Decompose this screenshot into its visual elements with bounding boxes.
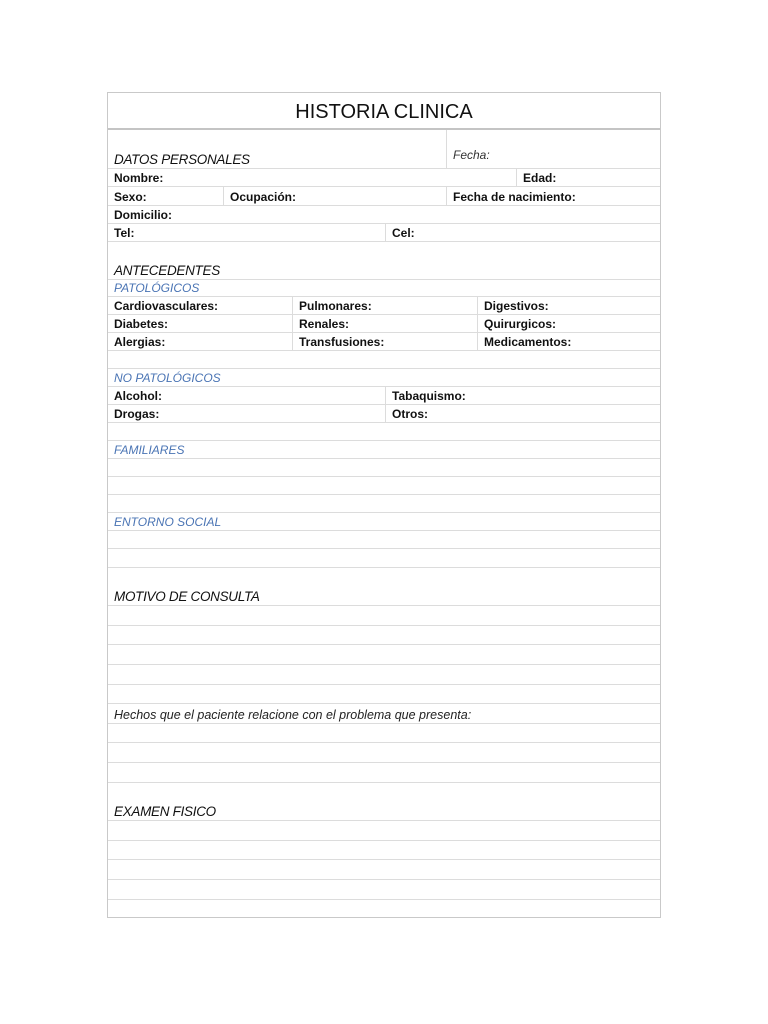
blank-row[interactable] [108,548,660,567]
examen-fisico-row [108,782,660,820]
blank-row[interactable] [108,644,660,664]
clinical-history-form [107,92,661,918]
hechos-cell[interactable] [108,704,662,723]
nombre-label: Nombre: [114,171,164,185]
tel-row [108,223,660,241]
ocupacion-field[interactable] [223,187,446,205]
antecedentes-row [108,241,660,279]
blank-row[interactable] [108,899,660,918]
alergias-field[interactable] [108,333,292,350]
fecha-label: Fecha: [453,148,490,162]
familiares-heading: FAMILIARES [114,443,185,457]
cardiovasculares-field[interactable] [108,297,292,314]
transfusiones-field[interactable] [292,333,477,350]
no-patologicos-row-1 [108,386,660,404]
fecha-nacimiento-label: Fecha de nacimiento: [453,190,576,204]
tabaquismo-field[interactable] [385,387,662,404]
sexo-row [108,186,660,205]
sexo-field[interactable] [108,187,223,205]
examen-fisico-heading: EXAMEN FISICO [114,804,216,819]
alcohol-label: Alcohol: [114,389,162,403]
blank-row[interactable] [108,530,660,548]
blank-row[interactable] [108,723,660,742]
blank-row[interactable] [108,422,660,440]
blank-row[interactable] [108,664,660,684]
pulmonares-field[interactable] [292,297,477,314]
motivo-consulta-heading: MOTIVO DE CONSULTA [114,589,260,604]
transfusiones-label: Transfusiones: [299,335,385,349]
examen-fisico-cell [108,783,662,820]
digestivos-label: Digestivos: [484,299,549,313]
medicamentos-label: Medicamentos: [484,335,572,349]
patologicos-row-1 [108,296,660,314]
patologicos-row-2 [108,314,660,332]
datos-personales-cell [108,130,446,168]
datos-personales-heading: DATOS PERSONALES [114,152,250,167]
blank-row[interactable] [108,762,660,782]
tel-label: Tel: [114,226,135,240]
entorno-social-row [108,512,660,530]
blank-row[interactable] [108,350,660,368]
no-patologicos-cell [108,369,662,386]
no-patologicos-heading: NO PATOLÓGICOS [114,371,221,385]
edad-label: Edad: [523,171,557,185]
pulmonares-label: Pulmonares: [299,299,372,313]
sexo-label: Sexo: [114,190,147,204]
nombre-field[interactable] [108,169,516,186]
renales-label: Renales: [299,317,350,331]
blank-row[interactable] [108,879,660,899]
diabetes-field[interactable] [108,315,292,332]
ocupacion-label: Ocupación: [230,190,297,204]
motivo-consulta-cell [108,568,662,605]
no-patologicos-row [108,368,660,386]
otros-field[interactable] [385,405,662,422]
quirurgicos-label: Quirurgicos: [484,317,557,331]
tabaquismo-label: Tabaquismo: [392,389,466,403]
blank-row[interactable] [108,684,660,703]
domicilio-field[interactable] [108,206,662,223]
cel-label: Cel: [392,226,415,240]
blank-row[interactable] [108,840,660,859]
patologicos-row-3 [108,332,660,350]
domicilio-row [108,205,660,223]
hechos-note: Hechos que el paciente relacione con el problema que presenta: [114,708,472,722]
entorno-social-heading: ENTORNO SOCIAL [114,515,222,529]
alergias-label: Alergias: [114,335,166,349]
blank-row[interactable] [108,605,660,625]
fecha-nacimiento-field[interactable] [446,187,662,205]
familiares-row [108,440,660,458]
blank-row[interactable] [108,742,660,762]
blank-row[interactable] [108,859,660,879]
tel-field[interactable] [108,224,385,241]
form-title: HISTORIA CLINICA [108,93,660,130]
digestivos-field[interactable] [477,297,662,314]
antecedentes-heading: ANTECEDENTES [114,263,220,278]
drogas-label: Drogas: [114,407,160,421]
familiares-cell [108,441,662,458]
blank-row[interactable] [108,625,660,644]
cardiovasculares-label: Cardiovasculares: [114,299,219,313]
drogas-field[interactable] [108,405,385,422]
medicamentos-field[interactable] [477,333,662,350]
patologicos-heading: PATOLÓGICOS [114,281,200,295]
no-patologicos-row-2 [108,404,660,422]
alcohol-field[interactable] [108,387,385,404]
datos-personales-row [108,130,660,168]
fecha-field[interactable] [446,130,662,168]
blank-row[interactable] [108,476,660,494]
quirurgicos-field[interactable] [477,315,662,332]
blank-row[interactable] [108,494,660,512]
cel-field[interactable] [385,224,662,241]
nombre-row [108,168,660,186]
otros-label: Otros: [392,407,428,421]
blank-row[interactable] [108,458,660,476]
motivo-consulta-row [108,567,660,605]
hechos-row [108,703,660,723]
renales-field[interactable] [292,315,477,332]
antecedentes-cell [108,242,662,279]
patologicos-cell [108,280,662,296]
blank-row[interactable] [108,820,660,840]
edad-field[interactable] [516,169,662,186]
diabetes-label: Diabetes: [114,317,169,331]
patologicos-row [108,279,660,296]
domicilio-label: Domicilio: [114,208,173,222]
entorno-social-cell [108,513,662,530]
